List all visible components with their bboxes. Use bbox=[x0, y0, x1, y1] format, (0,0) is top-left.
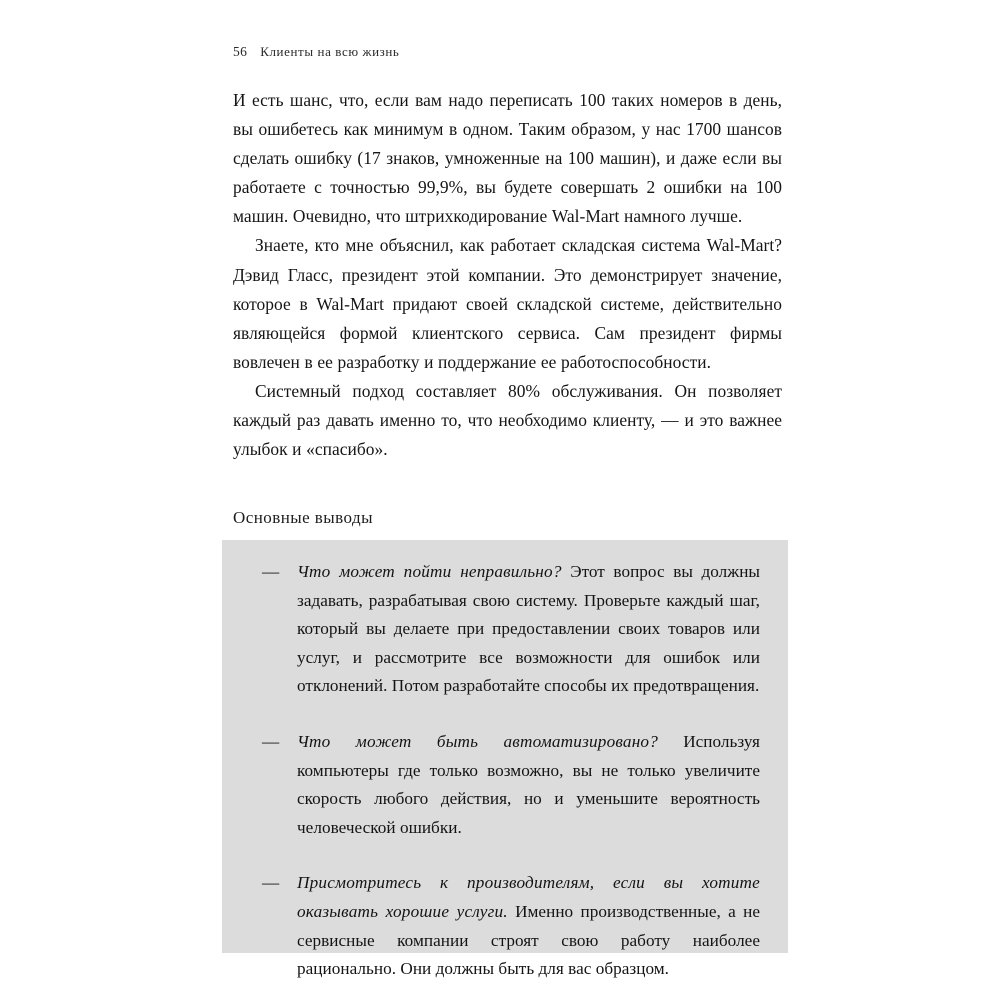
body-text-column bbox=[233, 86, 782, 464]
running-head bbox=[233, 44, 399, 60]
list-item-text: Этот вопрос вы должны задавать, разрабатывая свою систему. Проверьте каждый шаг, который вы делаете при предоставлении своих товаров или услуг, и рассмотрите все возможности для ошибок или отклонений. Потом разработайте способы их предотвращения. bbox=[297, 562, 760, 696]
em-dash-icon: — bbox=[262, 731, 280, 751]
key-takeaways-box bbox=[222, 540, 788, 979]
list-item bbox=[262, 558, 760, 701]
paragraph-1: И есть шанс, что, если вам надо переписать 100 таких номеров в день, вы ошибетесь как минимум в одном. Таким образом, у нас 1700 шансов сделать ошибку (17 знаков, умноженные на 100 машин), и даже если вы работаете с точностью 99,9%, вы будете совершать 2 ошибки на 100 машин. Очевидно, что штрихкодирование Wal-Mart намного лучше. bbox=[233, 90, 782, 227]
list-item-lead-in: Что может пойти неправильно? bbox=[297, 562, 562, 581]
paragraph-2: Знаете, кто мне объяснил, как работает складская система Wal-Mart? Дэвид Гласс, президент этой компании. Это демонстрирует значение, которое в Wal-Mart придают своей складской системе, действительно являющейся формой клиентского сервиса. Сам президент фирмы вовлечен в ее разработку и поддержание ее работоспособности. bbox=[233, 235, 782, 372]
list-item-lead-in: Что может быть автоматизировано? bbox=[297, 731, 659, 751]
list-item bbox=[262, 869, 760, 983]
em-dash-icon: — bbox=[262, 873, 280, 893]
page-number: 56 bbox=[233, 44, 248, 59]
list-item bbox=[262, 728, 760, 842]
list-item-text: Используя компьютеры где только возможно, вы не только увеличите скорость любого действия, но и уменьшите вероятность человеческой ошибки. bbox=[297, 731, 760, 837]
section-heading: Основные выводы bbox=[233, 508, 373, 527]
list-item-text: Именно производственные, а не сервисные компании строят свою работу наиболее рационально. Они должны быть для вас образцом. bbox=[297, 901, 760, 979]
book-title: Клиенты на всю жизнь bbox=[260, 44, 400, 59]
paragraph-3: Системный подход составляет 80% обслуживания. Он позволяет каждый раз давать именно то, что необходимо клиенту, — и это важнее улыбок и «спасибо». bbox=[233, 380, 782, 460]
takeaways-list bbox=[262, 558, 760, 984]
list-item-lead-in: Присмотритесь к производителям, если вы хотите оказывать хорошие услуги. bbox=[297, 873, 760, 921]
em-dash-icon: — bbox=[262, 562, 280, 581]
